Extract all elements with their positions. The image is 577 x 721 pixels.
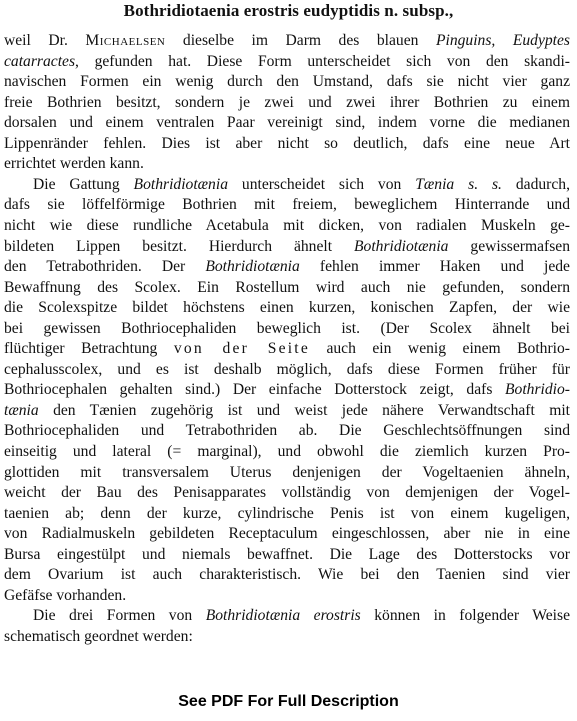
- text-run: von Radialmuskeln gebildeten Receptaculum eingeschlossen, aber nie in eine: [4, 525, 570, 543]
- section-heading: Bothridiotaenia erostris eudyptidis n. subsp.,: [123, 1, 454, 20]
- text-line: [4, 339, 570, 359]
- text-run: den Tetrabothriden. Der: [4, 258, 206, 276]
- text-line: [4, 31, 570, 51]
- text-line: [4, 524, 570, 544]
- text-line: [4, 442, 570, 462]
- text-line: [4, 298, 570, 318]
- text-run: dieselbe im Darm des blauen: [165, 32, 436, 49]
- text-run: Die Gattung: [33, 175, 134, 193]
- text-line: [4, 463, 570, 483]
- text-run: fehlen immer Haken und jede: [299, 258, 570, 276]
- text-line: [4, 278, 570, 298]
- text-run: freie Bothrien besitzt, sondern je zwei und zwei ihrer Bothrien zu einem: [4, 93, 570, 111]
- text-line: [4, 216, 570, 236]
- text-line: [4, 627, 570, 647]
- text-run: dadurch,: [501, 175, 570, 193]
- text-line: [4, 360, 570, 380]
- text-run: dorsalen und einem ventralen Paar vereinigt sind, indem vorne die medianen: [4, 114, 570, 132]
- text-line: [33, 175, 570, 195]
- italic-term: Bothridiotænia: [354, 237, 449, 255]
- text-run: weicht der Bau des Penisapparates vollständig von demjenigen der Vogel-: [4, 484, 570, 502]
- text-run: nicht wie diese rundliche Acetabula mit dicken, von radialen Muskeln ge-: [4, 216, 570, 234]
- text-line: [4, 545, 570, 565]
- text-line: [4, 154, 570, 174]
- text-line: [4, 319, 570, 339]
- text-run: taenien ab; denn der kurze, cylindrische Penis ist von einem kugeligen,: [4, 504, 570, 522]
- text-line: [4, 237, 570, 257]
- text-line: [4, 52, 570, 72]
- italic-term: Bothridio-: [505, 381, 570, 399]
- text-run: weil Dr.: [4, 32, 86, 49]
- text-run: Die drei Formen von: [33, 607, 206, 625]
- italic-term: Bothridiotænia: [205, 258, 300, 276]
- text-run: die Scolexspitze bildet höchstens einen kurzen, konischen Zapfen, der wie: [4, 299, 570, 317]
- text-run: bildeten Lippen besitzt. Hierdurch ähnelt: [4, 237, 355, 255]
- text-line: [4, 380, 570, 400]
- text-run: cephalusscolex, und es ist deshalb möglich, dafs diese Formen früher für: [4, 360, 570, 378]
- text-run: den Tænien zugehörig ist und weist jede nähere Verwandtschaft mit: [38, 401, 570, 419]
- text-run: , gefunden hat. Diese Form unterscheidet sich von den skandi-: [75, 52, 570, 70]
- text-run: einseitig und lateral (= marginal), und obwohl die ziemlich kurzen Pro-: [4, 443, 570, 460]
- text-run: errichtet werden kann.: [4, 155, 144, 173]
- text-run: flüchtiger Betrachtung: [4, 340, 174, 358]
- text-line: [4, 565, 570, 585]
- text-run: von der Seite: [173, 340, 310, 358]
- footer-note: See PDF For Full Description: [178, 693, 399, 710]
- text-run: bei gewissen Bothriocephaliden beweglich ist. (Der Scolex ähnelt bei: [4, 319, 570, 337]
- italic-term: Bothridiotænia erostris: [205, 607, 361, 625]
- text-run: Gefäfse vorhanden.: [4, 586, 127, 604]
- text-run: glottiden mit transversalem Uterus denjenigen der Vogeltaenien ähneln,: [4, 463, 570, 481]
- text-line: [33, 606, 570, 626]
- text-line: [4, 93, 570, 113]
- italic-term: tænia: [4, 401, 39, 419]
- italic-term: Tænia s. s.: [415, 175, 502, 193]
- author-name: Michaelsen: [85, 32, 166, 49]
- text-run: Bothriocephalen gehalten sind.) Der einfache Dotterstock zeigt, dafs: [4, 381, 506, 399]
- text-run: Bothriocephaliden und Tetrabothriden ab. Die Geschlechtsöffnungen sind: [4, 422, 570, 440]
- italic-term: catarractes: [4, 52, 76, 70]
- text-run: Bursa eingestülpt und niemals bewaffnet. Die Lage des Dotterstocks vor: [4, 545, 570, 563]
- text-line: [4, 72, 570, 92]
- text-run: navischen Formen ein wenig durch den Umstand, dafs sie nicht vier ganz: [4, 73, 570, 91]
- text-line: [4, 134, 570, 154]
- italic-term: Pinguins, Eudyptes: [435, 32, 570, 49]
- text-run: unterscheidet sich von: [228, 175, 416, 193]
- text-run: dafs sie löffelförmige Bothrien mit freiem, beweglichem Hinterrande und: [4, 196, 570, 214]
- text-line: [4, 504, 570, 524]
- text-run: gewissermafsen: [448, 237, 570, 255]
- text-line: [4, 401, 570, 421]
- text-line: [4, 195, 570, 215]
- text-line: [4, 421, 570, 441]
- text-run: schematisch geordnet werden:: [4, 627, 193, 645]
- italic-term: Bothridiotænia: [133, 175, 228, 193]
- text-line: [4, 113, 570, 133]
- text-line: [4, 257, 570, 277]
- text-run: auch ein wenig einem Bothrio-: [309, 340, 570, 358]
- text-run: Lippenränder fehlen. Dies ist aber nicht so deutlich, dafs eine neue Art: [4, 134, 570, 152]
- text-run: Bewaffnung des Scolex. Ein Rostellum wird auch nie gefunden, sondern: [4, 278, 570, 296]
- text-line: [4, 586, 570, 606]
- text-line: [4, 483, 570, 503]
- text-run: dem Ovarium ist auch charakteristisch. Wie bei den Taenien sind vier: [4, 566, 570, 584]
- text-run: können in folgender Weise: [360, 607, 570, 625]
